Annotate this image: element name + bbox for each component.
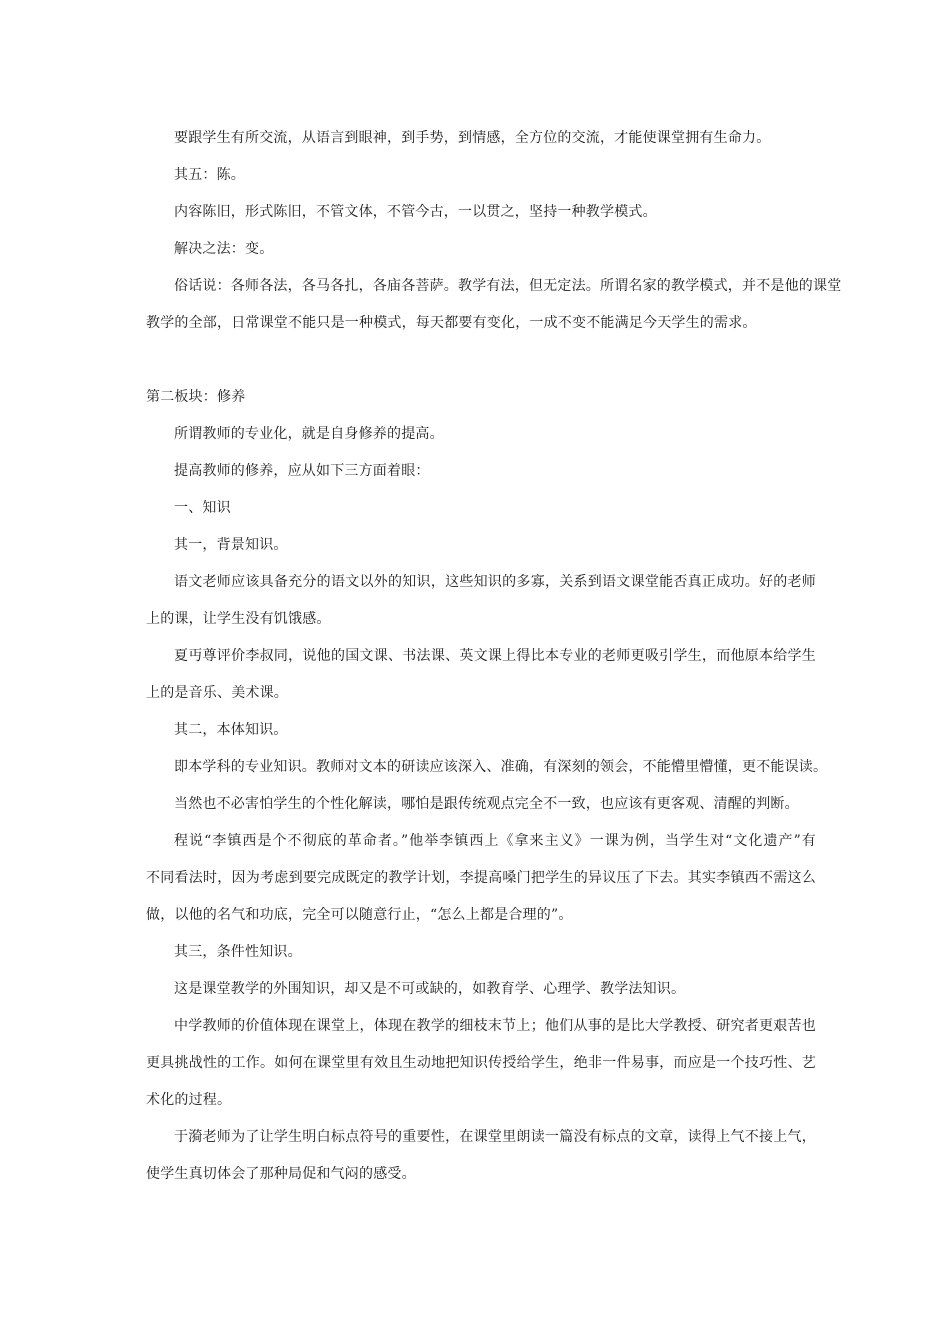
paragraph-line: 使学生真切体会了那种局促和气闷的感受。 xyxy=(146,1166,416,1182)
paragraph-line: 上的课，让学生没有饥饿感。 xyxy=(146,611,331,627)
paragraph-line: 要跟学生有所交流，从语言到眼神，到手势，到情感，全方位的交流，才能使课堂拥有生命力。 xyxy=(174,130,771,146)
paragraph-line: 提高教师的修养，应从如下三方面着眼： xyxy=(174,463,430,479)
paragraph-line: 即本学科的专业知识。教师对文本的研读应该深入、准确，有深刻的领会，不能懵里懵懂，更不能误读。 xyxy=(174,759,828,775)
paragraph-line: 于漪老师为了让学生明白标点符号的重要性，在课堂里朗读一篇没有标点的文章，读得上气不接上气， xyxy=(174,1129,816,1145)
paragraph-line: 所谓教师的专业化，就是自身修养的提高。 xyxy=(174,426,444,442)
paragraph-line: 教学的全部，日常课堂不能只是一种模式，每天都要有变化，一成不变不能满足今天学生的需求。 xyxy=(146,315,757,331)
subsection-heading: 一、知识 xyxy=(174,500,231,516)
paragraph-line: 术化的过程。 xyxy=(146,1092,232,1108)
paragraph-line: 中学教师的价值体现在课堂上，体现在教学的细枝末节上；他们从事的是比大学教授、研究者更艰苦也 xyxy=(174,1018,816,1034)
subsection-heading: 其三，条件性知识。 xyxy=(174,944,302,960)
paragraph-line: 俗话说：各师各法，各马各扎，各庙各菩萨。教学有法，但无定法。所谓名家的教学模式，并不是他的课堂 xyxy=(174,278,842,294)
paragraph-line: 夏丏尊评价李叔同，说他的国文课、书法课、英文课上得比本专业的老师更吸引学生，而他原本给学生 xyxy=(174,648,816,664)
section-heading: 第二板块：修养 xyxy=(146,389,246,405)
paragraph-line: 做，以他的名气和功底，完全可以随意行止，“怎么上都是合理的”。 xyxy=(146,907,573,923)
paragraph-line: 当然也不必害怕学生的个性化解读，哪怕是跟传统观点完全不一致，也应该有更客观、清醒的判断。 xyxy=(174,796,799,812)
paragraph-line: 不同看法时，因为考虑到要完成既定的教学计划，李提高嗓门把学生的异议压了下去。其实李镇西不需这么 xyxy=(146,870,816,886)
paragraph-line: 程说“李镇西是个不彻底的革命者。”他举李镇西上《拿来主义》一课为例，当学生对“文化遗产”有 xyxy=(174,833,816,849)
paragraph-line: 语文老师应该具备充分的语文以外的知识，这些知识的多寡，关系到语文课堂能否真正成功。好的老师 xyxy=(174,574,816,590)
paragraph-line: 更具挑战性的工作。如何在课堂里有效且生动地把知识传授给学生，绝非一件易事，而应是一个技巧性、艺 xyxy=(146,1055,816,1071)
paragraph-line: 内容陈旧，形式陈旧，不管文体，不管今古，一以贯之，坚持一种教学模式。 xyxy=(174,204,657,220)
paragraph-line: 这是课堂教学的外围知识，却又是不可或缺的，如教育学、心理学、教学法知识。 xyxy=(174,981,686,997)
paragraph-line: 解决之法：变。 xyxy=(174,241,274,257)
subsection-heading: 其二，本体知识。 xyxy=(174,722,288,738)
paragraph-line: 上的是音乐、美术课。 xyxy=(146,685,288,701)
subsection-heading: 其一，背景知识。 xyxy=(174,537,288,553)
paragraph-line: 其五：陈。 xyxy=(174,167,245,183)
